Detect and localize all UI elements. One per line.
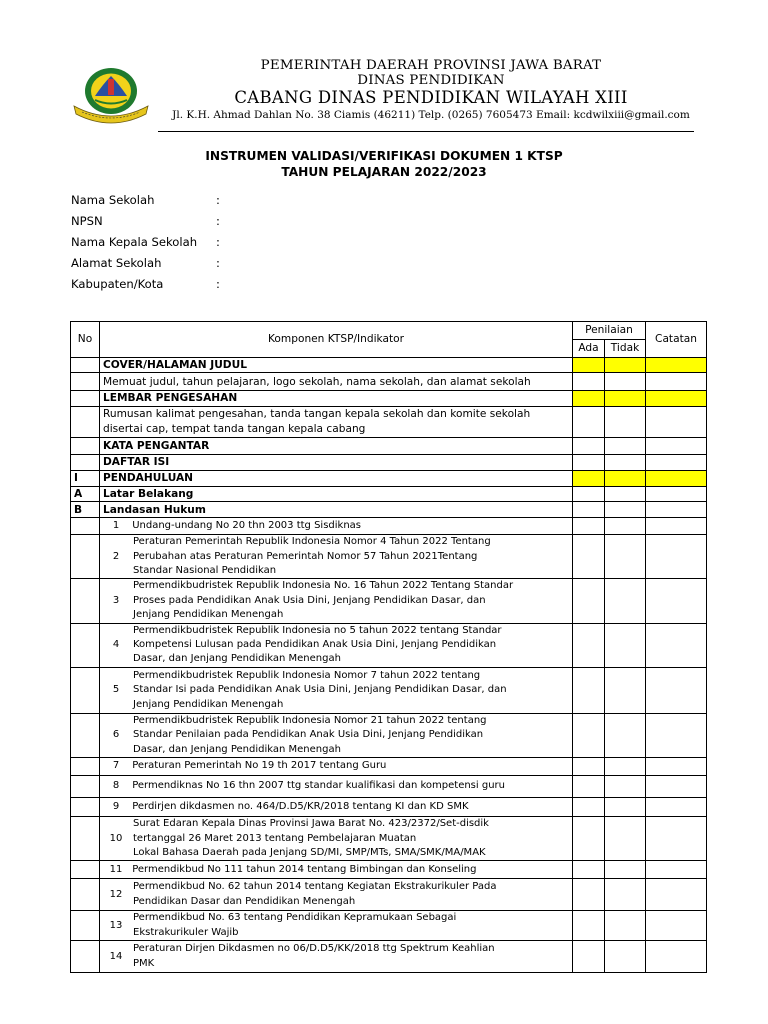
- table-row: [71, 470, 707, 486]
- identity-label: NPSN: [71, 214, 103, 228]
- ada-cell[interactable]: [573, 879, 605, 911]
- tidak-cell[interactable]: [605, 502, 646, 518]
- identity-label: Alamat Sekolah: [71, 256, 162, 270]
- ada-cell[interactable]: [573, 667, 605, 713]
- law-line: Perubahan atas Peraturan Pemerintah Nomor 57 Tahun 2021Tentang: [133, 550, 478, 562]
- law-number: 4: [112, 639, 120, 651]
- law-line: Standar Penilaian pada Pendidikan Anak Usia Dini, Jenjang Pendidikan: [133, 729, 484, 741]
- law-number: 9: [112, 800, 120, 812]
- ktsp-table: [70, 321, 707, 973]
- section-kata-pengantar: KATA PENGANTAR: [100, 437, 573, 454]
- tidak-cell[interactable]: [605, 391, 646, 406]
- ada-cell[interactable]: [573, 861, 605, 879]
- ada-cell[interactable]: [573, 486, 605, 501]
- table-row: [71, 437, 707, 454]
- ada-cell[interactable]: [573, 535, 605, 579]
- law-line: Permendikbud No. 62 tahun 2014 tentang Kegiatan Ekstrakurikuler Pada: [133, 881, 497, 893]
- tidak-cell[interactable]: [605, 911, 646, 941]
- law-line: Permendiknas No 16 thn 2007 ttg standar kualifikasi dan kompetensi guru: [132, 780, 505, 792]
- tidak-cell[interactable]: [605, 941, 646, 973]
- doc-title: INSTRUMEN VALIDASI/VERIFIKASI DOKUMEN 1 KTSP: [205, 149, 563, 163]
- catatan-cell[interactable]: [646, 879, 707, 911]
- law-number: 2: [112, 550, 120, 562]
- tidak-cell[interactable]: [605, 535, 646, 579]
- law-number: 14: [109, 950, 123, 962]
- indicator-text: Memuat judul, tahun pelajaran, logo sekolah, nama sekolah, dan alamat sekolah: [100, 373, 573, 391]
- catatan-cell[interactable]: [646, 623, 707, 667]
- table-row: [71, 817, 707, 861]
- law-line: Peraturan Pemerintah Republik Indonesia Nomor 4 Tahun 2022 Tentang: [133, 536, 491, 548]
- tidak-cell[interactable]: [605, 798, 646, 817]
- table-row: [71, 535, 707, 579]
- catatan-cell[interactable]: [646, 798, 707, 817]
- table-row: [71, 391, 707, 406]
- law-number: 8: [112, 780, 120, 792]
- law-line: Permendikbudristek Republik Indonesia Nomor 7 tahun 2022 tentang: [133, 669, 481, 681]
- catatan-cell[interactable]: [646, 373, 707, 391]
- law-number: 10: [109, 832, 123, 844]
- ada-cell[interactable]: [573, 579, 605, 623]
- table-header-row: [71, 322, 707, 340]
- letterhead: [70, 58, 706, 130]
- col-header-no: No: [71, 322, 100, 358]
- branch-name: CABANG DINAS PENDIDIKAN WILAYAH XIII: [234, 88, 628, 107]
- identity-colon: :: [216, 256, 220, 270]
- identity-colon: :: [216, 235, 220, 249]
- ada-cell[interactable]: [573, 437, 605, 454]
- table-row: [71, 941, 707, 973]
- catatan-cell[interactable]: [646, 486, 707, 501]
- identity-label: Nama Sekolah: [71, 193, 155, 207]
- tidak-cell[interactable]: [605, 861, 646, 879]
- identity-label: Kabupaten/Kota: [71, 277, 164, 291]
- tidak-cell[interactable]: [605, 817, 646, 861]
- law-number: 3: [112, 594, 120, 606]
- catatan-cell[interactable]: [646, 518, 707, 535]
- identity-colon: :: [216, 193, 220, 207]
- ada-cell[interactable]: [573, 798, 605, 817]
- indicator-text: [100, 406, 573, 437]
- law-number: 13: [109, 919, 123, 931]
- tidak-cell[interactable]: [605, 879, 646, 911]
- section-cover: COVER/HALAMAN JUDUL: [100, 358, 573, 373]
- law-line: Kompetensi Lulusan pada Pendidikan Anak Usia Dini, Jenjang Pendidikan: [133, 639, 497, 651]
- col-header-ada: Ada: [573, 340, 605, 358]
- col-header-penilaian: Penilaian: [573, 322, 646, 340]
- section-pengesahan: LEMBAR PENGESAHAN: [100, 391, 573, 406]
- catatan-cell[interactable]: [646, 861, 707, 879]
- address: Jl. K.H. Ahmad Dahlan No. 38 Ciamis (46211) Telp. (0265) 7605473 Email: kcdwilxiii@gmail.com: [172, 109, 690, 121]
- catatan-cell[interactable]: [646, 667, 707, 713]
- law-line: Ekstrakurikuler Wajib: [133, 926, 239, 938]
- row-no: A: [71, 486, 100, 501]
- table-row: [71, 373, 707, 391]
- law-number: 1: [112, 520, 120, 532]
- catatan-cell[interactable]: [646, 758, 707, 776]
- col-header-catatan: Catatan: [646, 322, 707, 358]
- tidak-cell[interactable]: [605, 486, 646, 501]
- law-line: Peraturan Dirjen Dikdasmen no 06/D.D5/KK/2018 ttg Spektrum Keahlian: [133, 943, 495, 955]
- law-line: Lokal Bahasa Daerah pada Jenjang SD/MI, SMP/MTs, SMA/SMK/MA/MAK: [133, 846, 486, 858]
- section-daftar-isi: DAFTAR ISI: [100, 454, 573, 470]
- identity-colon: :: [216, 214, 220, 228]
- indicator-line: disertai cap, tempat tanda tangan kepala cabang: [103, 422, 366, 435]
- table-row: [71, 861, 707, 879]
- identity-label: Nama Kepala Sekolah: [71, 235, 198, 249]
- table-row: [71, 358, 707, 373]
- catatan-cell[interactable]: [646, 406, 707, 437]
- table-row: [71, 518, 707, 535]
- table-row: [71, 911, 707, 941]
- law-line: Permendikbud No. 63 tentang Pendidikan Kepramukaan Sebagai: [133, 912, 457, 924]
- ada-cell[interactable]: [573, 518, 605, 535]
- law-line: Jenjang Pendidikan Menengah: [133, 698, 284, 710]
- row-no: B: [71, 502, 100, 518]
- tidak-cell[interactable]: [605, 454, 646, 470]
- agency-name: DINAS PENDIDIKAN: [357, 73, 505, 88]
- identity-row: [71, 235, 220, 249]
- law-line: PMK: [133, 957, 155, 969]
- ada-cell[interactable]: [573, 391, 605, 406]
- table-row: [71, 486, 707, 501]
- table-row: [71, 758, 707, 776]
- ada-cell[interactable]: [573, 776, 605, 798]
- law-line: Dasar, dan Jenjang Pendidikan Menengah: [133, 743, 341, 755]
- table-row: [71, 879, 707, 911]
- law-number: 11: [109, 863, 123, 875]
- tidak-cell[interactable]: [605, 470, 646, 486]
- table-row: [71, 776, 707, 798]
- identity-colon: :: [216, 277, 220, 291]
- table-row: [71, 406, 707, 437]
- identity-row: [71, 256, 220, 270]
- catatan-cell[interactable]: [646, 502, 707, 518]
- law-line: tertanggal 26 Maret 2013 tentang Pembelajaran Muatan: [133, 832, 417, 844]
- west-java-emblem-icon: [70, 62, 152, 126]
- catatan-cell[interactable]: [646, 358, 707, 373]
- header-rule: [158, 131, 694, 132]
- ada-cell[interactable]: [573, 713, 605, 757]
- catatan-cell[interactable]: [646, 817, 707, 861]
- law-line: Permendikbudristek Republik Indonesia No. 16 Tahun 2022 Tentang Standar: [133, 580, 514, 592]
- catatan-cell[interactable]: [646, 941, 707, 973]
- law-line: Proses pada Pendidikan Anak Usia Dini, Jenjang Pendidikan Dasar, dan: [133, 594, 486, 606]
- law-number: 5: [112, 684, 120, 696]
- law-line: Standar Nasional Pendidikan: [133, 565, 277, 577]
- tidak-cell[interactable]: [605, 667, 646, 713]
- tidak-cell[interactable]: [605, 437, 646, 454]
- law-line: Pendidikan Dasar dan Pendidikan Menengah: [133, 895, 356, 907]
- law-number: 6: [112, 729, 120, 741]
- law-line: Standar Isi pada Pendidikan Anak Usia Dini, Jenjang Pendidikan Dasar, dan: [133, 684, 507, 696]
- law-number: 7: [112, 760, 120, 772]
- tidak-cell[interactable]: [605, 373, 646, 391]
- law-line: Permendikbud No 111 tahun 2014 tentang Bimbingan dan Konseling: [132, 863, 477, 875]
- tidak-cell[interactable]: [605, 579, 646, 623]
- identity-row: [71, 277, 220, 291]
- col-header-tidak: Tidak: [605, 340, 646, 358]
- law-line: Perdirjen dikdasmen no. 464/D.D5/KR/2018 tentang KI dan KD SMK: [132, 800, 469, 812]
- catatan-cell[interactable]: [646, 776, 707, 798]
- gov-name: PEMERINTAH DAERAH PROVINSI JAWA BARAT: [260, 58, 602, 73]
- doc-subtitle: TAHUN PELAJARAN 2022/2023: [281, 165, 487, 179]
- table-row: [71, 667, 707, 713]
- ada-cell[interactable]: [573, 911, 605, 941]
- table-row: [71, 454, 707, 470]
- catatan-cell[interactable]: [646, 454, 707, 470]
- ada-cell[interactable]: [573, 502, 605, 518]
- table-row: [71, 502, 707, 518]
- tidak-cell[interactable]: [605, 518, 646, 535]
- ada-cell[interactable]: [573, 406, 605, 437]
- row-no: I: [71, 470, 100, 486]
- identity-row: [71, 193, 220, 207]
- law-line: Permendikbudristek Republik Indonesia Nomor 21 tahun 2022 tentang: [133, 714, 487, 726]
- law-line: Dasar, dan Jenjang Pendidikan Menengah: [133, 653, 341, 665]
- table-row: [71, 713, 707, 757]
- law-line: Peraturan Pemerintah No 19 th 2017 tentang Guru: [132, 760, 387, 772]
- ada-cell[interactable]: [573, 470, 605, 486]
- tidak-cell[interactable]: [605, 713, 646, 757]
- table-row: [71, 623, 707, 667]
- ada-cell[interactable]: [573, 358, 605, 373]
- law-line: Undang-undang No 20 thn 2003 ttg Sisdiknas: [132, 520, 362, 532]
- tidak-cell[interactable]: [605, 758, 646, 776]
- law-number: 12: [109, 888, 123, 900]
- ada-cell[interactable]: [573, 941, 605, 973]
- law-line: Permendikbudristek Republik Indonesia no 5 tahun 2022 tentang Standar: [133, 624, 502, 636]
- catatan-cell[interactable]: [646, 391, 707, 406]
- tidak-cell[interactable]: [605, 776, 646, 798]
- tidak-cell[interactable]: [605, 358, 646, 373]
- ada-cell[interactable]: [573, 623, 605, 667]
- ada-cell[interactable]: [573, 758, 605, 776]
- subsection-latar-belakang: Latar Belakang: [100, 486, 573, 501]
- ada-cell[interactable]: [573, 373, 605, 391]
- subsection-landasan-hukum: Landasan Hukum: [100, 502, 573, 518]
- catatan-cell[interactable]: [646, 470, 707, 486]
- tidak-cell[interactable]: [605, 406, 646, 437]
- law-line: Jenjang Pendidikan Menengah: [133, 609, 284, 621]
- catatan-cell[interactable]: [646, 911, 707, 941]
- ada-cell[interactable]: [573, 454, 605, 470]
- section-pendahuluan: PENDAHULUAN: [100, 470, 573, 486]
- catatan-cell[interactable]: [646, 713, 707, 757]
- table-row: [71, 798, 707, 817]
- ada-cell[interactable]: [573, 817, 605, 861]
- table-row: [71, 579, 707, 623]
- col-header-komponen: Komponen KTSP/Indikator: [100, 322, 573, 358]
- tidak-cell[interactable]: [605, 623, 646, 667]
- identity-row: [71, 214, 220, 228]
- catatan-cell[interactable]: [646, 579, 707, 623]
- catatan-cell[interactable]: [646, 437, 707, 454]
- catatan-cell[interactable]: [646, 535, 707, 579]
- law-line: Surat Edaran Kepala Dinas Provinsi Jawa Barat No. 423/2372/Set-disdik: [133, 818, 489, 830]
- indicator-line: Rumusan kalimat pengesahan, tanda tangan kepala sekolah dan komite sekolah: [103, 408, 531, 421]
